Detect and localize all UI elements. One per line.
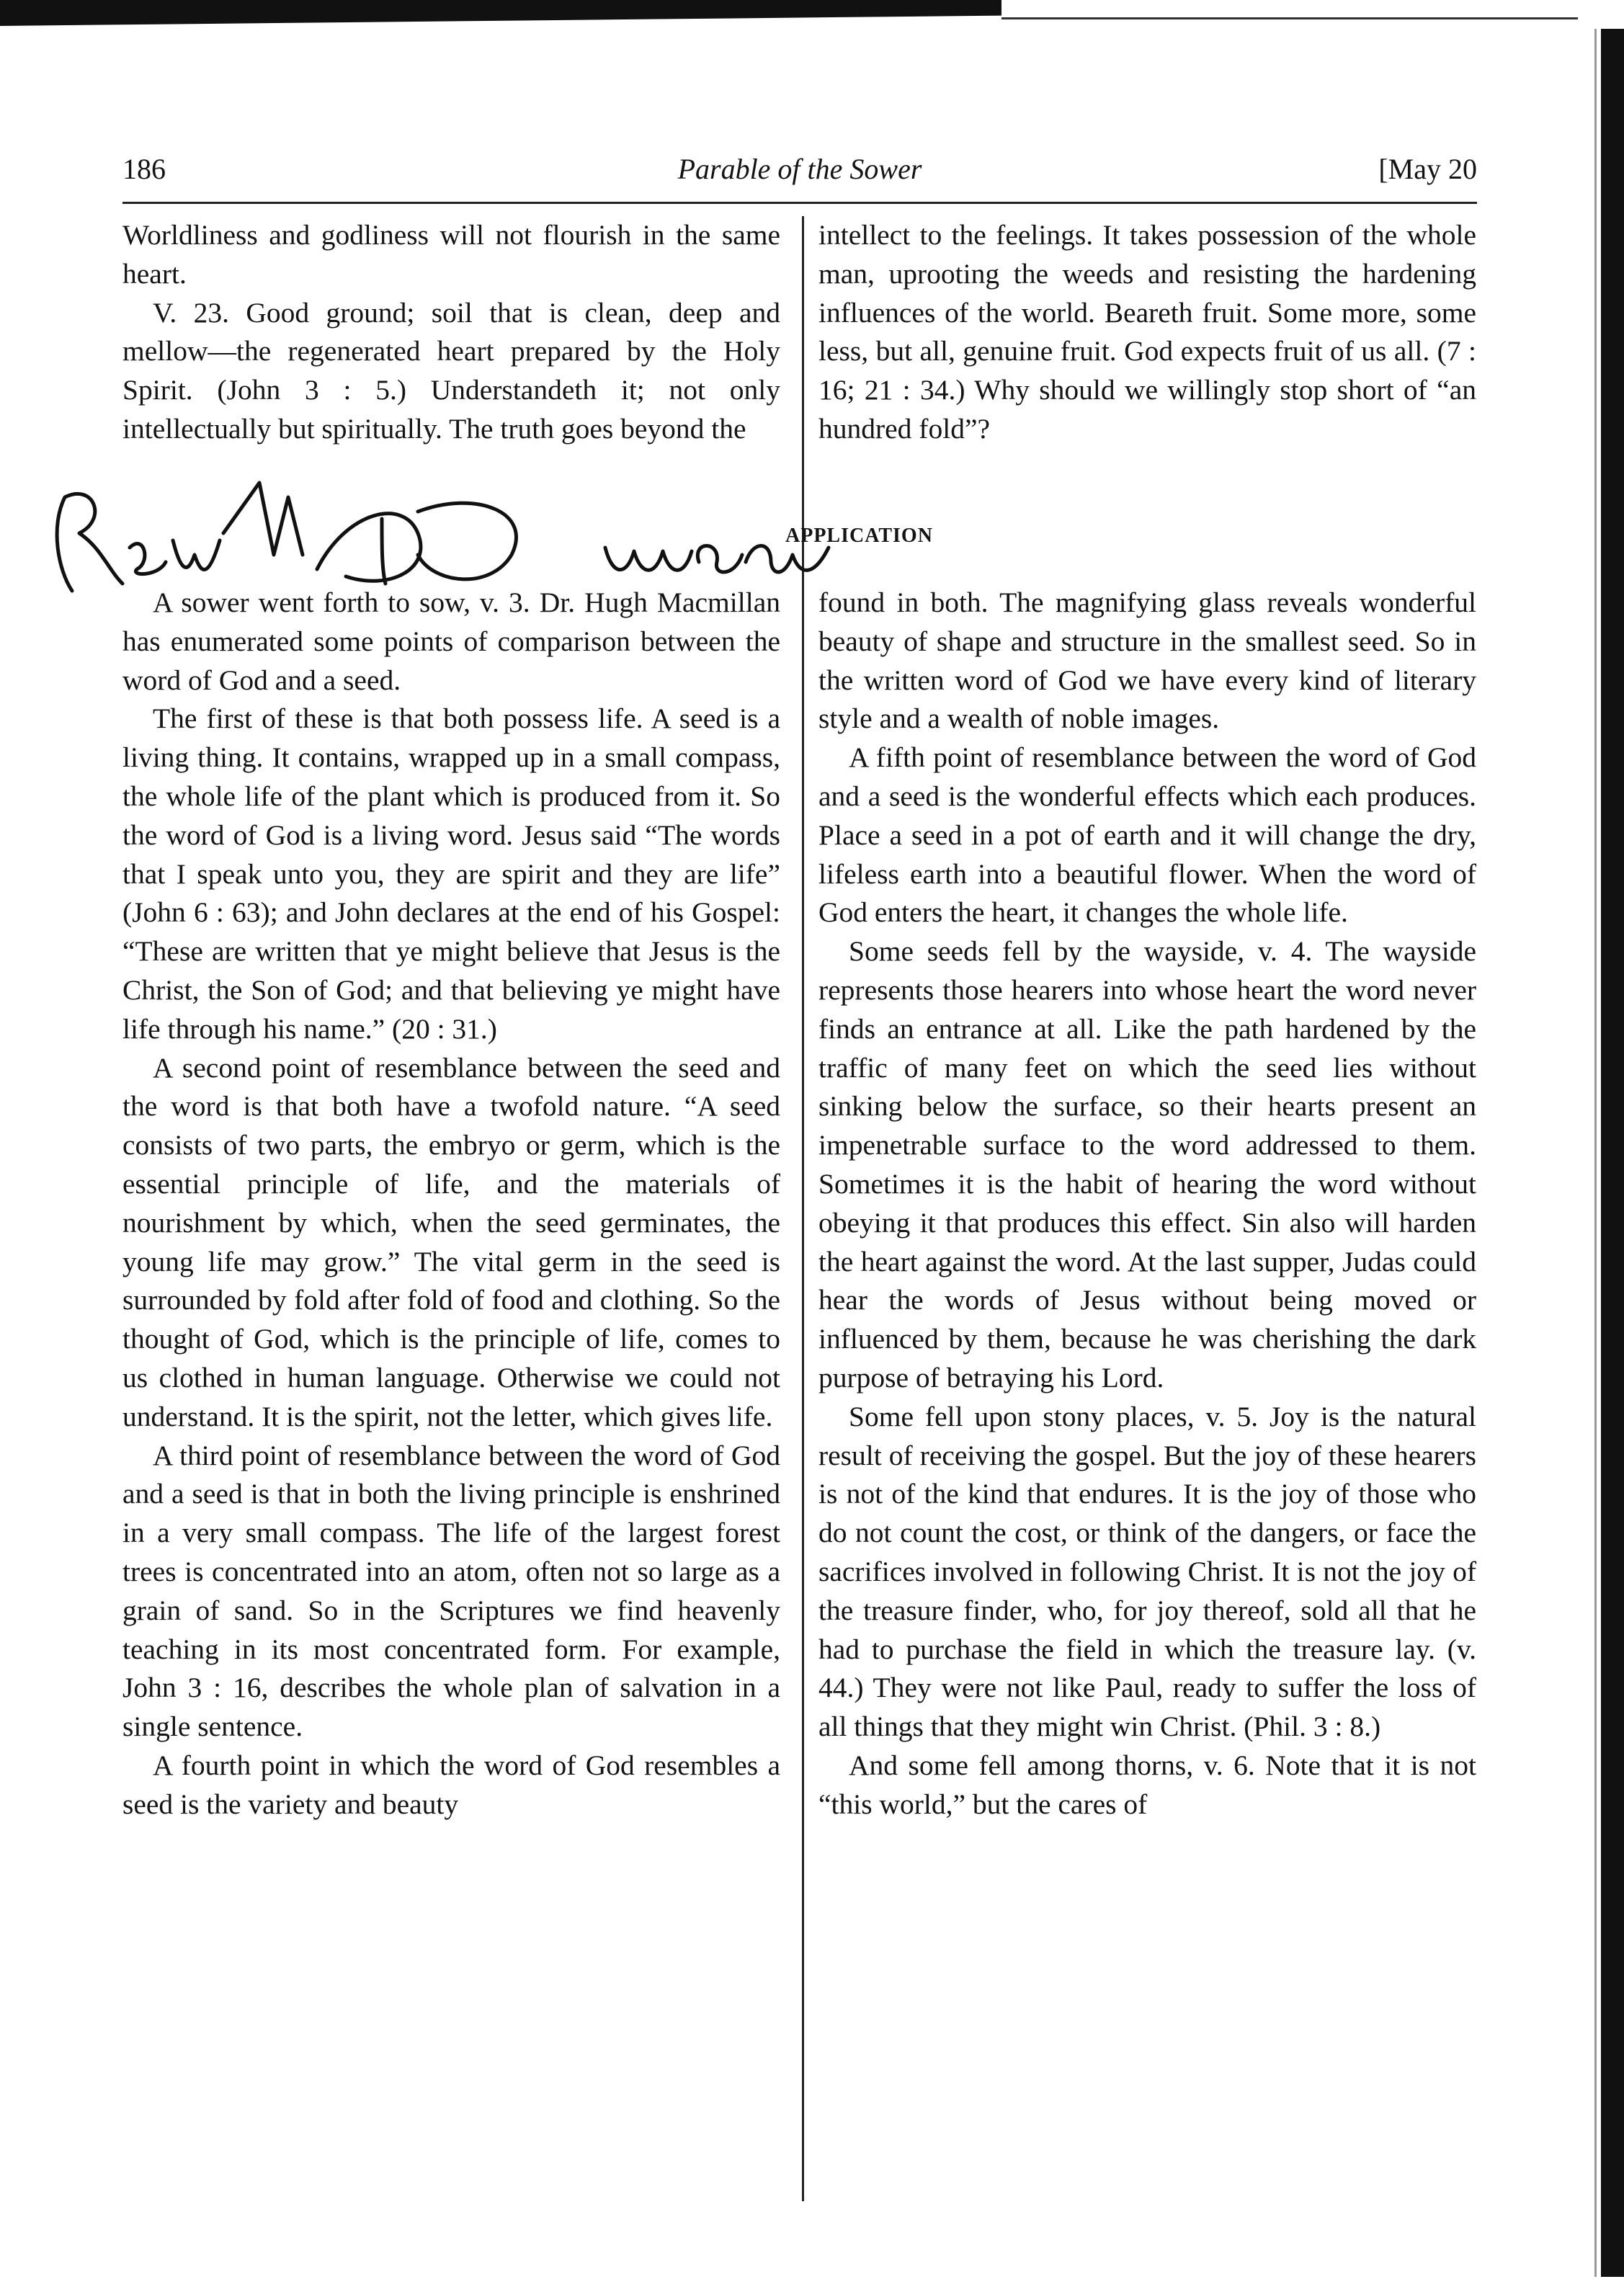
paragraph: A third point of resemblance between the word of God and a seed is that in both the living principle is enshrined in a very small compass. The life of the largest forest trees is concentrated into an atom, often not so large as a grain of sand. So in the Scriptures we find heavenly teaching in its most concentrated form. For example, John 3 : 16, describes the whole plan of salvation in a single sentence. [122, 1439, 780, 1743]
paragraph: The first of these is that both possess life. A seed is a living thing. It contains, wrapped up in a small compass, the whole life of the plant which is produced from it. So the word of God is a living word. Jesus said “The words that I speak unto you, they are spirit and they are life” (John 6 : 63); and John declares at the end of his Gospel: “These are written that ye might believe that Jesus is the Christ, the Son of God; and that believing ye might have life through his name.” (20 : 31.) [122, 703, 780, 1045]
paragraph: found in both. The magnifying glass reveals wonderful beauty of shape and structure in the smallest seed. So in the written word of God we have every kind of literary style and a wealth of noble images. [818, 587, 1476, 735]
scan-right-edge [1594, 29, 1597, 2277]
right-column-main [818, 584, 1476, 1824]
paragraph: Some seeds fell by the wayside, v. 4. The wayside represents those hearers into whose heart the word never finds an entrance at all. Like the path hardened by the traffic of many feet on which the seed lies without sinking below the surface, so their hearts present an impenetrable surface to the word addressed to them. Sometimes it is the habit of hearing the word without obeying it that produces this effect. Sin also will harden the heart against the word. At the last supper, Judas could hear the words of Jesus without being moved or influenced by them, because he was cherishing the dark purpose of betraying his Lord. [818, 935, 1476, 1394]
running-header [122, 148, 1477, 191]
paragraph: And some fell among thorns, v. 6. Note that it is not “this world,” but the cares of [818, 1749, 1476, 1820]
paragraph: intellect to the feelings. It takes possession of the whole man, uprooting the weeds and resisting the hardening influences of the world. Beareth fruit. Some more, some less, but all, genuine fruit. God expects fruit of us all. (7 : 16; 21 : 34.) Why should we willingly stop short of “an hundred fold”? [818, 219, 1476, 445]
right-column-top [818, 216, 1476, 449]
left-column-main [122, 584, 780, 1824]
scan-top-line [1001, 17, 1578, 19]
paragraph: A fifth point of resemblance between the word of God and a seed is the wonderful effects which each produces. Place a seed in a pot of earth and it will change the dry, lifeless earth into a beautiful flower. When the word of God enters the heart, it changes the whole life. [818, 741, 1476, 929]
paragraph: Some fell upon stony places, v. 5. Joy is the natural result of receiving the gospel. But the joy of these hearers is not of the kind that endures. It is the joy of those who do not count the cost, or think of the dangers, or face the sacrifices involved in following Christ. It is not the joy of the treasure finder, who, for joy thereof, sold all that he had to purchase the field in which the treasure lay. (v. 44.) They were not like Paul, ready to suffer the loss of all things that they might win Christ. (Phil. 3 : 8.) [818, 1400, 1476, 1743]
section-heading: APPLICATION [785, 525, 933, 547]
page-number: 186 [122, 153, 166, 185]
running-title: Parable of the Sower [677, 153, 922, 185]
lesson-date: [May 20 [1378, 153, 1477, 185]
scan-right-border [1601, 29, 1624, 2277]
paragraph: V. 23. Good ground; soil that is clean, deep and mellow—the regenerated heart prepared by the Holy Spirit. (John 3 : 5.) Understandeth it; not only intellectually but spiritually. The truth goes beyond the [122, 296, 780, 445]
header-rule [122, 202, 1477, 204]
scan-top-border [0, 0, 1001, 26]
paragraph: A sower went forth to sow, v. 3. Dr. Hugh Macmillan has enumerated some points of comparison between the word of God and a seed. [122, 587, 780, 696]
paragraph: Worldliness and godliness will not flourish in the same heart. [122, 219, 780, 290]
left-column-top [122, 216, 780, 449]
paragraph: A fourth point in which the word of God resembles a seed is the variety and beauty [122, 1749, 780, 1820]
paragraph: A second point of resemblance between the seed and the word is that both have a twofold nature. “A seed consists of two parts, the embryo or germ, which is the essential principle of life, and the materials of nourishment by which, when the seed germinates, the young life may grow.” The vital germ in the seed is surrounded by fold after fold of food and clothing. So the thought of God, which is the principle of life, comes to us clothed in human language. Otherwise we could not understand. It is the spirit, not the letter, which gives life. [122, 1051, 780, 1432]
